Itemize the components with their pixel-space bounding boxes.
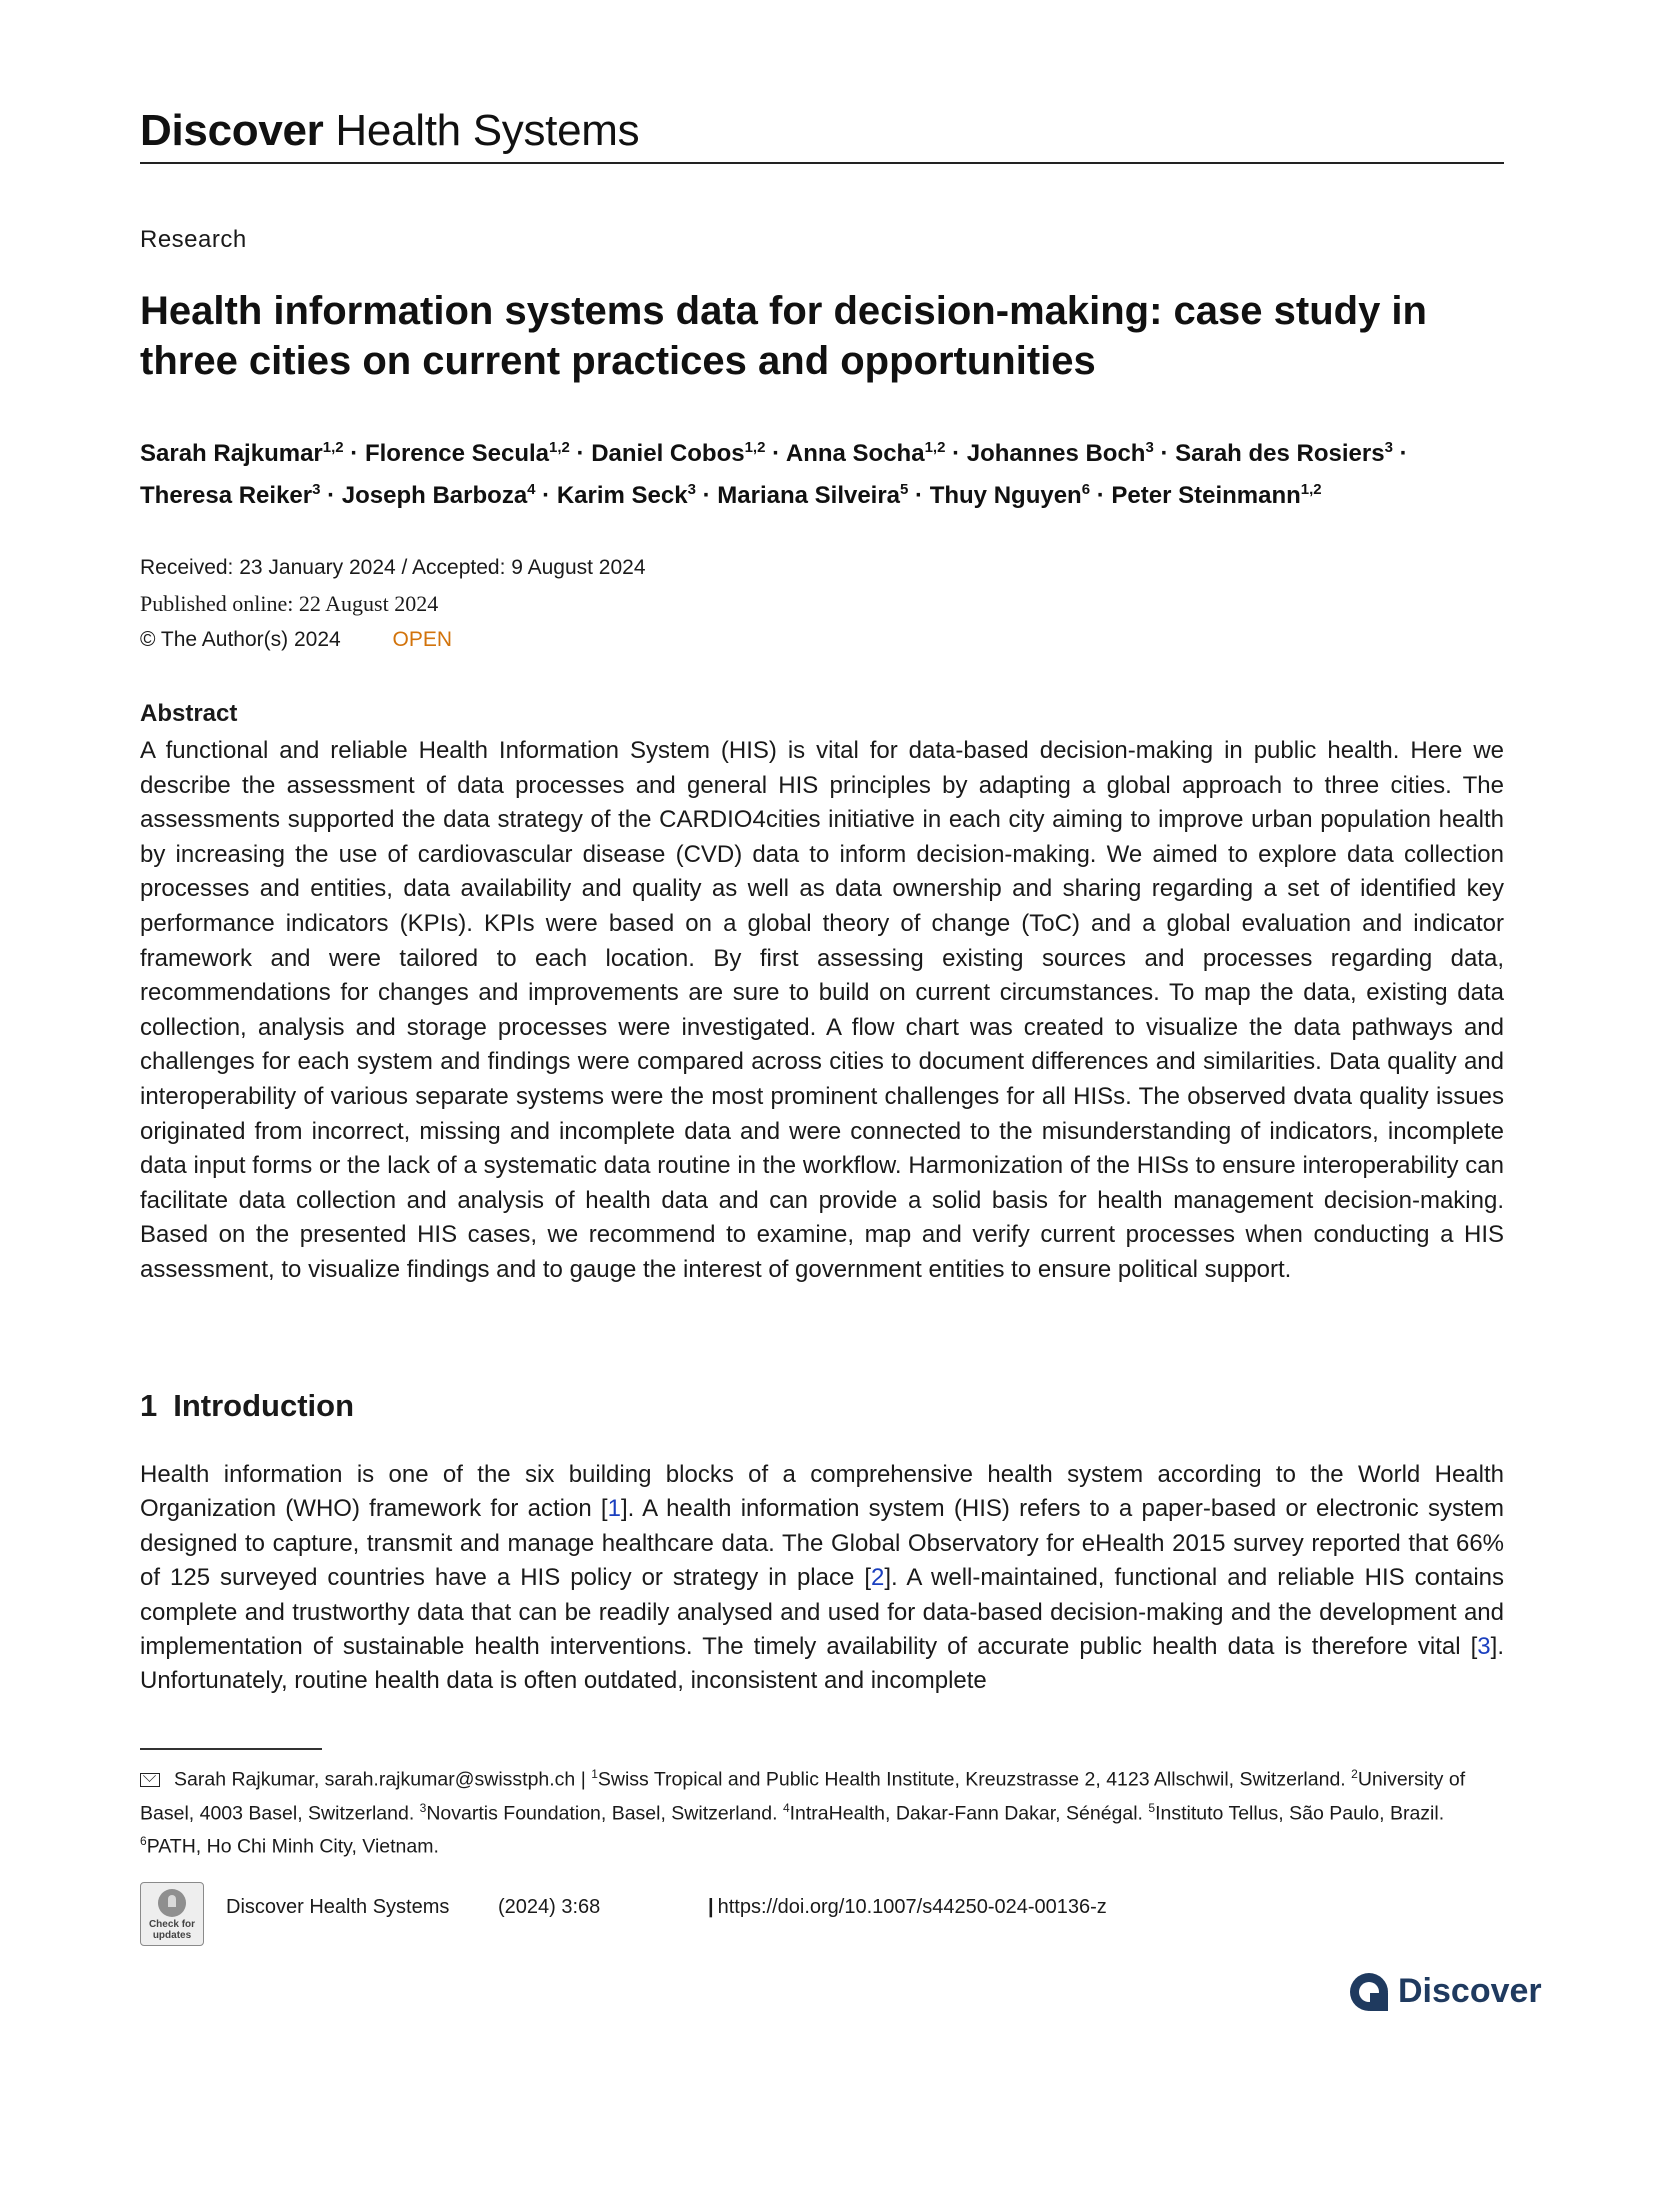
author-name[interactable]	[930, 482, 1090, 509]
author-separator: ·	[1153, 440, 1176, 467]
article-dates	[140, 550, 646, 658]
author-separator: ·	[320, 482, 342, 509]
author-separator: ·	[695, 482, 718, 509]
aff-number: 6	[140, 1834, 147, 1848]
publisher-logo-text: Discover	[1398, 1972, 1542, 2010]
author-separator: ·	[343, 440, 365, 467]
separator: |	[575, 1768, 592, 1791]
author-name[interactable]	[591, 440, 765, 467]
author-affiliation-number: 1,2	[744, 439, 766, 456]
aff-number: 3	[419, 1800, 427, 1815]
update-icon	[158, 1889, 186, 1917]
author-name-text: Mariana Silveira	[717, 482, 901, 509]
affiliation: Novartis Foundation, Basel, Switzerland.	[426, 1802, 783, 1824]
author-name-text: Karim Seck	[556, 482, 688, 509]
affiliation: Instituto Tellus, São Paulo, Brazil.	[1155, 1802, 1445, 1824]
author-name[interactable]	[342, 482, 536, 509]
author-name[interactable]	[557, 482, 696, 509]
aff-number: 2	[1351, 1767, 1358, 1781]
published-date: Published online: 22 August 2024	[140, 591, 439, 616]
footer-volume: (2024) 3:68	[498, 1896, 601, 1918]
author-separator: ·	[535, 482, 557, 509]
author-name-text: Anna Socha	[785, 440, 925, 467]
received-accepted-date: Received: 23 January 2024 / Accepted: 9 August 2024	[140, 556, 646, 579]
journal-header	[140, 106, 639, 156]
author-affiliation-number: 4	[527, 481, 536, 498]
author-name[interactable]	[1111, 482, 1321, 509]
author-name-text: Johannes Boch	[966, 440, 1146, 467]
affiliation: IntraHealth, Dakar-Fann Dakar, Sénégal.	[789, 1802, 1149, 1824]
introduction-heading	[140, 1388, 354, 1424]
author-affiliation-number: 1,2	[924, 439, 946, 456]
copyright-text: © The Author(s) 2024	[140, 628, 341, 651]
intro-text: Health information is one of the six building blocks of a comprehensive health system according to the World Health Organization (WHO) framework for action [	[140, 1461, 1504, 1523]
aff-number: 1	[591, 1767, 598, 1781]
citation-link[interactable]: 3	[1477, 1633, 1491, 1661]
citation-link[interactable]: 2	[871, 1564, 885, 1592]
abstract-body: A functional and reliable Health Information System (HIS) is vital for data-based decision-making in public health. Here we describe the assessment of data processes and general HIS principles by adapting a global approach to three cities. The assessments supported the data strategy of the CARDIO4cities initiative in each city aiming to improve urban population health by increasing the use of cardiovascular disease (CVD) data to inform decision-making. We aimed to explore data collection processes and entities, data availability and quality as well as data ownership and sharing regarding a set of identified key performance indicators (KPIs). KPIs were based on a global theory of change (ToC) and a global evaluation and indicator framework and were tailored to each location. By first assessing existing sources and processes regarding data, recommendations for changes and improvements are sure to build on current circumstances. To map the data, existing data collection, analysis and storage processes were investigated. A flow chart was created to visualize the data pathways and challenges for each system and findings were compared across cities to document differences and similarities. Data quality and interoperability of various separate systems were the most prominent challenges for all HISs. The observed dvata quality issues originated from incorrect, missing and incomplete data and were connected to the misunderstanding of indicators, incomplete data input forms or the lack of a systematic data routine in the workflow. Harmonization of the HISs to ensure interoperability can facilitate data collection and analysis of health data and can provide a solid basis for health management decision-making. Based on the presented HIS cases, we recommend to examine, map and verify current processes when conducting a HIS assessment, to visualize findings and to gauge the interest of government entities to ensure political support.	[140, 737, 1504, 1283]
intro-text: ]. A well-maintained, functional and reliable HIS contains complete and trustworthy data that can be readily analysed and used for data-based decision-making and the development and implementation of sustainable health interventions. The timely availability of accurate public health data is therefore vital [	[140, 1564, 1505, 1661]
affiliation: Swiss Tropical and Public Health Institute, Kreuzstrasse 2, 4123 Allschwil, Switzerland.	[597, 1768, 1352, 1791]
author-name-text: Theresa Reiker	[140, 482, 313, 509]
intro-text: ]. Unfortunately, routine health data is often outdated, inconsistent and incomplete	[140, 1633, 1504, 1695]
author-name[interactable]	[365, 440, 570, 467]
citation-link[interactable]: 1	[607, 1495, 621, 1523]
corresponding-author[interactable]: Sarah Rajkumar, sarah.rajkumar@swisstph.ch	[174, 1768, 576, 1791]
doi-link[interactable]: https://doi.org/10.1007/s44250-024-00136-z	[717, 1896, 1107, 1918]
aff-number: 4	[782, 1800, 790, 1815]
affiliations-footnote	[140, 1760, 1504, 1861]
aff-number: 5	[1148, 1800, 1156, 1815]
author-affiliation-number: 1,2	[549, 439, 570, 456]
badge-label: Check for updates	[148, 1919, 196, 1941]
abstract-heading: Abstract	[140, 700, 238, 727]
author-name-text: Peter Steinmann	[1111, 482, 1301, 509]
footer-doi	[708, 1896, 1107, 1919]
author-name[interactable]	[967, 440, 1154, 467]
footer-journal-name: Discover Health Systems	[226, 1896, 450, 1918]
section-title: Introduction	[173, 1388, 355, 1423]
author-name[interactable]	[140, 440, 344, 467]
author-separator: ·	[1392, 440, 1408, 467]
author-affiliation-number: 1,2	[322, 439, 344, 456]
open-access-badge[interactable]: OPEN	[392, 628, 453, 651]
check-for-updates-badge[interactable]	[140, 1882, 204, 1946]
author-name[interactable]	[1175, 440, 1393, 467]
author-affiliation-number: 6	[1081, 481, 1091, 498]
envelope-icon	[140, 1773, 160, 1787]
author-affiliation-number: 5	[900, 481, 909, 498]
author-name-text: Sarah des Rosiers	[1175, 440, 1385, 467]
author-name[interactable]	[140, 482, 320, 509]
discover-logo-icon	[1350, 1973, 1388, 2011]
author-name-text: Florence Secula	[364, 440, 550, 467]
header-divider	[140, 162, 1504, 164]
affiliation: PATH, Ho Chi Minh City, Vietnam.	[146, 1835, 439, 1858]
journal-name-bold: Discover	[140, 106, 324, 155]
introduction-body	[140, 1458, 1504, 1699]
separator: |	[708, 1896, 714, 1918]
author-affiliation-number: 3	[687, 481, 696, 498]
author-name[interactable]	[717, 482, 908, 509]
author-name-text: Sarah Rajkumar	[140, 440, 323, 467]
author-affiliation-number: 3	[312, 481, 321, 498]
author-name-text: Thuy Nguyen	[929, 482, 1082, 509]
author-affiliation-number: 3	[1384, 439, 1393, 456]
author-affiliation-number: 3	[1145, 439, 1154, 456]
author-separator: ·	[569, 440, 592, 467]
author-separator: ·	[765, 440, 786, 467]
author-separator: ·	[945, 440, 967, 467]
author-name-text: Daniel Cobos	[591, 440, 745, 467]
journal-name-rest: Health Systems	[335, 106, 640, 155]
article-type: Research	[140, 226, 247, 253]
affiliation: University of Basel, 4003 Basel, Switzerland.	[140, 1768, 1466, 1824]
author-separator: ·	[1090, 482, 1112, 509]
footnote-divider	[140, 1748, 322, 1750]
article-title: Health information systems data for decision-making: case study in three cities on current practices and opportunities	[140, 289, 1427, 383]
publisher-logo	[1350, 1972, 1542, 2011]
author-name-text: Joseph Barboza	[341, 482, 528, 509]
author-separator: ·	[908, 482, 930, 509]
author-list	[140, 430, 1520, 514]
intro-text: ]. A health information system (HIS) refers to a paper-based or electronic system designed to capture, transmit and manage healthcare data. The Global Observatory for eHealth 2015 survey reported that 66% of 125 surveyed countries have a HIS policy or strategy in place [	[140, 1495, 1504, 1592]
author-affiliation-number: 1,2	[1300, 481, 1322, 498]
author-name[interactable]	[786, 440, 946, 467]
copyright-line	[140, 622, 646, 658]
section-number: 1	[140, 1388, 158, 1423]
